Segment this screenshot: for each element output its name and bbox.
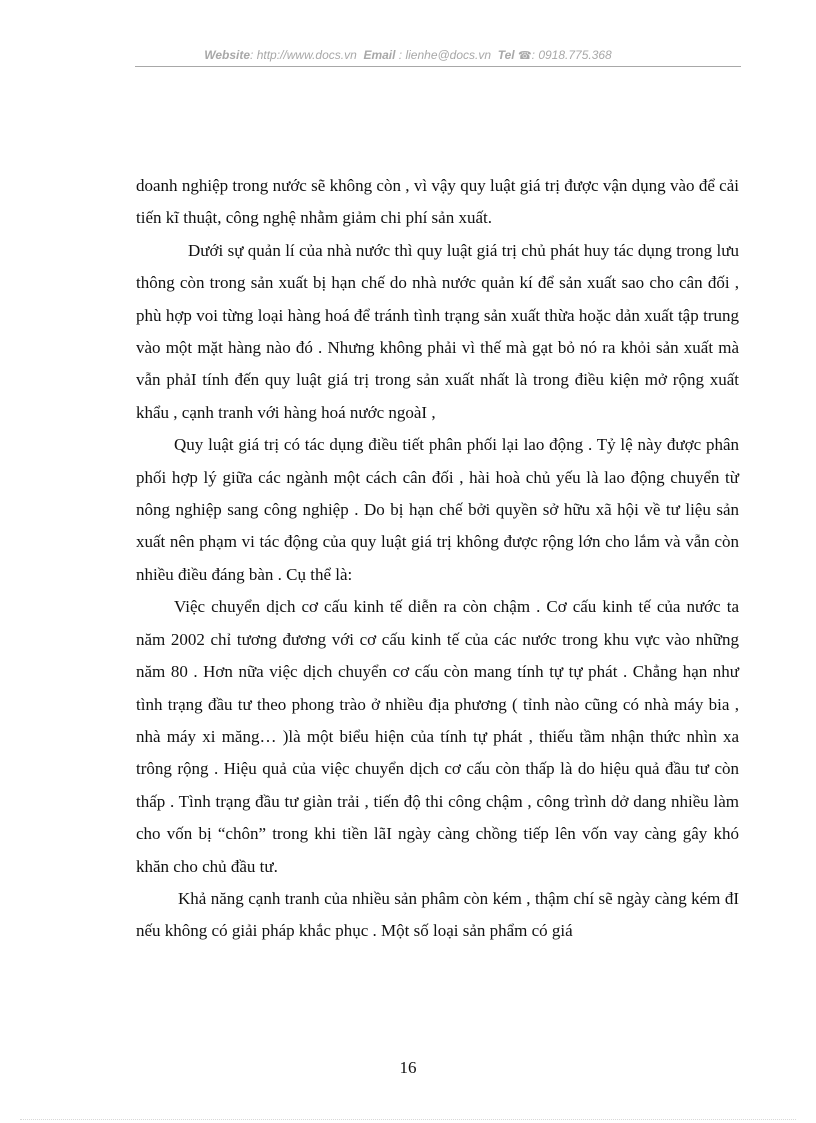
- tel-value: : 0918.775.368: [531, 48, 612, 62]
- email-value: : lienhe@docs.vn: [398, 48, 492, 62]
- footer-divider: [20, 1119, 796, 1120]
- paragraph-4: Việc chuyển dịch cơ cấu kinh tế diễn ra còn chậm . Cơ cấu kinh tế của nước ta năm 2002 chỉ tương đương với cơ cấu kinh tế của các nước trong khu vực vào những năm 80 . Hơn nữa việc dịch chuyển cơ cấu còn mang tính tự tự phát . Chẳng hạn như tình trạng đầu tư theo phong trào ở nhiều địa phương ( tỉnh nào cũng có nhà máy bia , nhà máy xi măng… )là một biểu hiện của tính tự phát , thiếu tầm nhận thức nhìn xa trông rộng . Hiệu quả của việc chuyển dịch cơ cấu còn thấp là do hiệu quả đầu tư còn thấp . Tình trạng đầu tư giàn trải , tiến độ thi công chậm , công trình dở dang nhiều làm cho vốn bị “chôn” trong khi tiền lãI ngày càng chồng tiếp lên vốn vay càng gây khó khăn cho chủ đầu tư.: [136, 597, 739, 876]
- phone-icon: ☎: [517, 50, 532, 62]
- page-number: 16: [399, 1058, 417, 1077]
- paragraph-5: Khả năng cạnh tranh của nhiều sản phâm còn kém , thậm chí sẽ ngày càng kém đI nếu không có giải pháp khắc phục . Một số loại sản phẩm có giá: [136, 888, 739, 941]
- paragraph-2: Dưới sự quản lí của nhà nước thì quy luật giá trị chủ phát huy tác dụng trong lưu thông còn trong sản xuất bị hạn chế do nhà nước quản kí để sản xuất sao cho cân đối , phù hợp voi từng loại hàng hoá để tránh tình trạng sản xuất thừa hoặc dản xuất tập trung vào một mặt hàng nào đó . Nhưng không phải vì thế mà gạt bỏ nó ra khỏi sản xuất mà vẫn phảI tính đến quy luật giá trị trong sản xuất nhất là trong điều kiện mở rộng xuất khẩu , cạnh tranh với hàng hoá nước ngoàI ,: [136, 240, 739, 422]
- page-header: [0, 48, 816, 62]
- website-label: Website: [204, 48, 251, 62]
- website-value: : http://www.docs.vn: [250, 48, 357, 62]
- paragraph-1: doanh nghiệp trong nước sẽ không còn , vì vậy quy luật giá trị được vận dụng vào để cải tiến kĩ thuật, công nghệ nhằm giảm chi phí sản xuất.: [136, 176, 739, 228]
- paragraph-3: Quy luật giá trị có tác dụng điều tiết phân phối lại lao động . Tỷ lệ này được phân phối hợp lý giữa các ngành một cách cân đối , hài hoà chủ yếu là lao động chuyển từ nông nghiệp sang công nghiệp . Do bị hạn chế bởi quyền sở hữu xã hội về tư liệu sản xuất nên phạm vi tác động của quy luật giá trị không được rộng lớn cho lắm và vẫn còn nhiều điều đáng bàn . Cụ thể là:: [136, 435, 739, 584]
- tel-label: Tel: [497, 48, 515, 62]
- document-body: [136, 170, 739, 948]
- header-divider: [135, 66, 741, 67]
- email-label: Email: [363, 48, 396, 62]
